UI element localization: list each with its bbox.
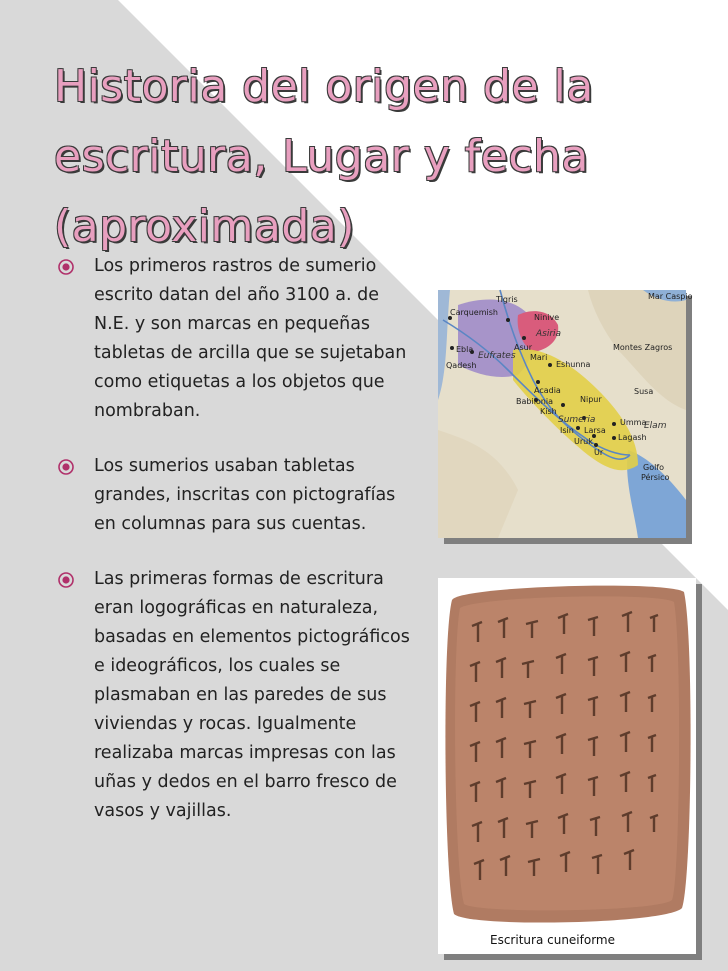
- map-label-elam: Elam: [644, 421, 667, 431]
- map-label-eufrates: Eufrates: [478, 351, 516, 361]
- map-label-nipur: Nipur: [580, 395, 602, 404]
- map-label-carquemish: Carquemish: [450, 308, 498, 317]
- bullet-circle-icon: [58, 459, 74, 475]
- map-label-isin: Isin: [560, 426, 574, 435]
- map-label-umma: Umma: [620, 418, 647, 427]
- bullet-text: Las primeras formas de escritura eran logográficas en naturaleza, basadas en elementos pictográficos e ideográficos, los cuales se plasmaban en las paredes de sus viviendas y rocas. Igualmente realizaba marcas impresas con las uñas y dedos en el barro fresco de vasos y vajillas.: [94, 569, 410, 821]
- bullet-item: [54, 565, 414, 826]
- map-illustration: [438, 290, 693, 538]
- map-label-mari: Mari: [530, 353, 548, 362]
- mesopotamia-map: [438, 290, 693, 538]
- bullet-circle-icon: [58, 572, 74, 588]
- map-label-kish: Kish: [540, 407, 557, 416]
- map-label-mar-caspio: Mar Caspio: [648, 292, 693, 301]
- map-label-lagash: Lagash: [618, 433, 647, 442]
- map-label-babilonia: Babilonia: [516, 397, 554, 406]
- map-label-larsa: Larsa: [584, 426, 606, 435]
- map-label-tigris: Tigris: [496, 295, 518, 304]
- map-label-qadesh: Qadesh: [446, 361, 477, 370]
- map-label-susa: Susa: [634, 387, 654, 396]
- map-label-persico: Pérsico: [641, 473, 670, 482]
- bullet-text: Los sumerios usaban tabletas grandes, inscritas con pictografías en columnas para sus cuentas.: [94, 456, 396, 534]
- tablet-illustration: [438, 578, 696, 954]
- map-label-asur: Asur: [514, 343, 532, 352]
- map-label-asiria: Asiria: [536, 329, 562, 339]
- map-label-sumeria: Sumeria: [558, 415, 596, 425]
- map-label-ninive: Ninive: [534, 313, 560, 322]
- bullet-item: [54, 452, 414, 539]
- map-label-montes-zagros: Montes Zagros: [613, 343, 673, 352]
- map-label-uruk: Uruk: [574, 437, 593, 446]
- cuneiform-tablet-image: [438, 578, 696, 954]
- tablet-caption: Escritura cuneiforme: [490, 933, 615, 947]
- bullet-list: [54, 252, 414, 852]
- bullet-text: Los primeros rastros de sumerio escrito datan del año 3100 a. de N.E. y son marcas en pequeñas tabletas de arcilla que se sujetaban como etiquetas a los objetos que nombraban.: [94, 256, 407, 421]
- map-label-ur: Ur: [594, 448, 604, 457]
- map-label-acadia: Acadia: [534, 386, 561, 395]
- map-label-eshunna: Eshunna: [556, 360, 591, 369]
- bullet-item: [54, 252, 414, 426]
- map-label-ebla: Ebla: [456, 345, 474, 354]
- slide-title: Historia del origen de la escritura, Lugar y fecha (aproximada): [54, 61, 594, 252]
- bullet-circle-icon: [58, 259, 74, 275]
- map-label-golfo: Golfo: [643, 463, 665, 472]
